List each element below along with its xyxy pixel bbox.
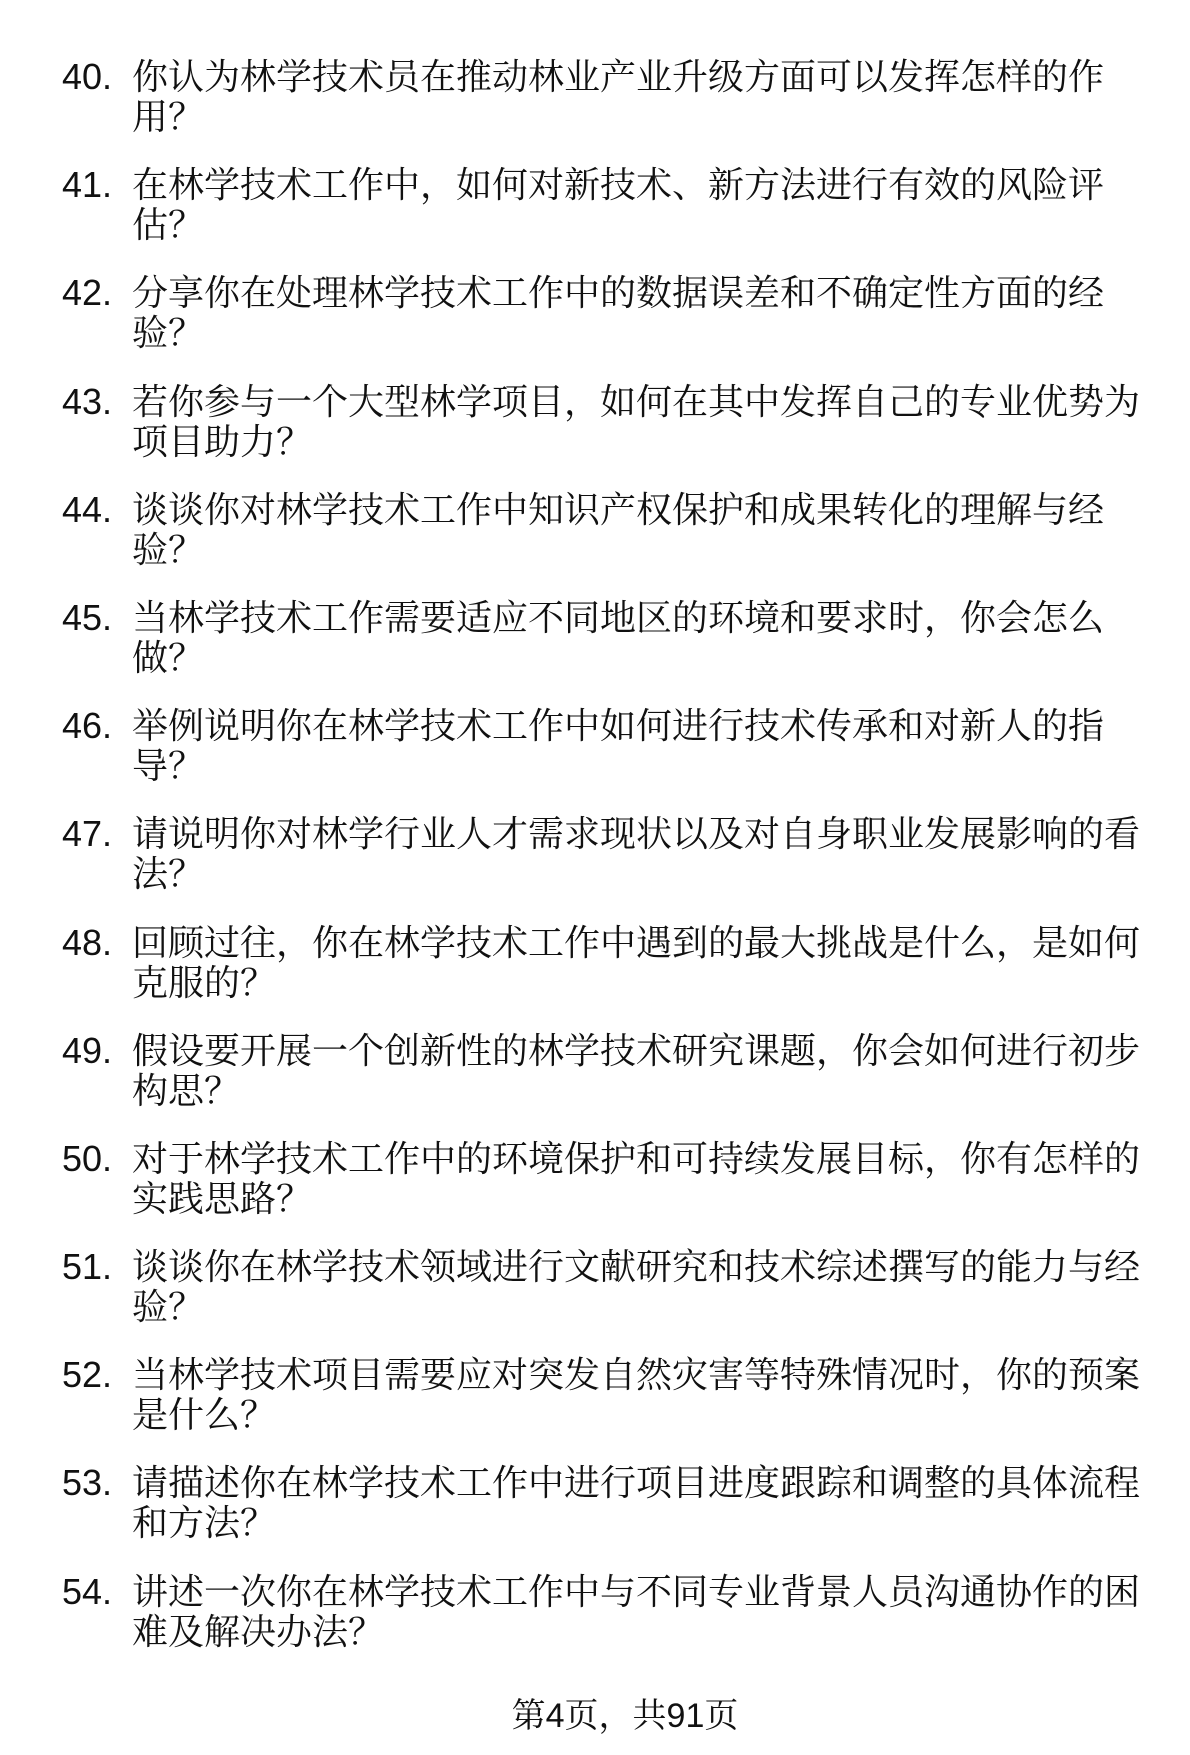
question-item	[62, 57, 1162, 137]
question-text: 假设要开展一个创新性的林学技术研究课题，你会如何进行初步构思？	[132, 1029, 1141, 1111]
question-text: 在林学技术工作中，如何对新技术、新方法进行有效的风险评估？	[132, 164, 1105, 246]
question-number: 49.	[62, 1029, 113, 1071]
question-number: 50.	[62, 1137, 113, 1179]
question-text: 分享你在处理林学技术工作中的数据误差和不确定性方面的经验？	[132, 272, 1105, 354]
question-item	[62, 1463, 1162, 1543]
question-item	[62, 1247, 1162, 1327]
question-text: 请说明你对林学行业人才需求现状以及对自身职业发展影响的看法？	[132, 813, 1141, 895]
question-number: 48.	[62, 921, 113, 963]
question-item	[62, 382, 1162, 462]
question-item	[62, 1139, 1162, 1219]
question-number: 40.	[62, 56, 113, 97]
question-text: 当林学技术项目需要应对突发自然灾害等特殊情况时，你的预案是什么？	[132, 1354, 1141, 1436]
question-text: 对于林学技术工作中的环境保护和可持续发展目标，你有怎样的实践思路？	[132, 1137, 1141, 1219]
question-item	[62, 706, 1162, 786]
question-text: 谈谈你对林学技术工作中知识产权保护和成果转化的理解与经验？	[132, 488, 1105, 570]
question-text: 若你参与一个大型林学项目，如何在其中发挥自己的专业优势为项目助力？	[132, 380, 1141, 462]
question-text: 讲述一次你在林学技术工作中与不同专业背景人员沟通协作的困难及解决办法？	[132, 1570, 1141, 1652]
question-item	[62, 814, 1162, 894]
question-text: 请描述你在林学技术工作中进行项目进度跟踪和调整的具体流程和方法？	[132, 1462, 1141, 1544]
question-number: 53.	[62, 1462, 113, 1504]
question-item	[62, 1355, 1162, 1435]
question-text: 你认为林学技术员在推动林业产业升级方面可以发挥怎样的作用？	[132, 56, 1105, 137]
question-text: 当林学技术工作需要适应不同地区的环境和要求时，你会怎么做？	[132, 596, 1105, 678]
question-text: 举例说明你在林学技术工作中如何进行技术传承和对新人的指导？	[132, 705, 1105, 787]
question-number: 54.	[62, 1570, 113, 1612]
question-number: 47.	[62, 813, 113, 855]
question-item	[62, 490, 1162, 570]
question-list	[62, 57, 1162, 1680]
question-number: 41.	[62, 164, 113, 206]
question-item	[62, 165, 1162, 245]
question-number: 52.	[62, 1354, 113, 1396]
question-text: 回顾过往，你在林学技术工作中遇到的最大挑战是什么，是如何克服的？	[132, 921, 1141, 1003]
question-item	[62, 1572, 1162, 1652]
question-item	[62, 923, 1162, 1003]
question-item	[62, 273, 1162, 353]
question-number: 44.	[62, 488, 113, 530]
question-number: 51.	[62, 1246, 113, 1288]
question-text: 谈谈你在林学技术领域进行文献研究和技术综述撰写的能力与经验？	[132, 1246, 1141, 1328]
question-number: 45.	[62, 596, 113, 638]
question-item	[62, 598, 1162, 678]
question-number: 43.	[62, 380, 113, 422]
question-number: 46.	[62, 705, 113, 747]
question-number: 42.	[62, 272, 113, 314]
page-footer: 第4页，共91页	[511, 1697, 739, 1735]
question-item	[62, 1031, 1162, 1111]
